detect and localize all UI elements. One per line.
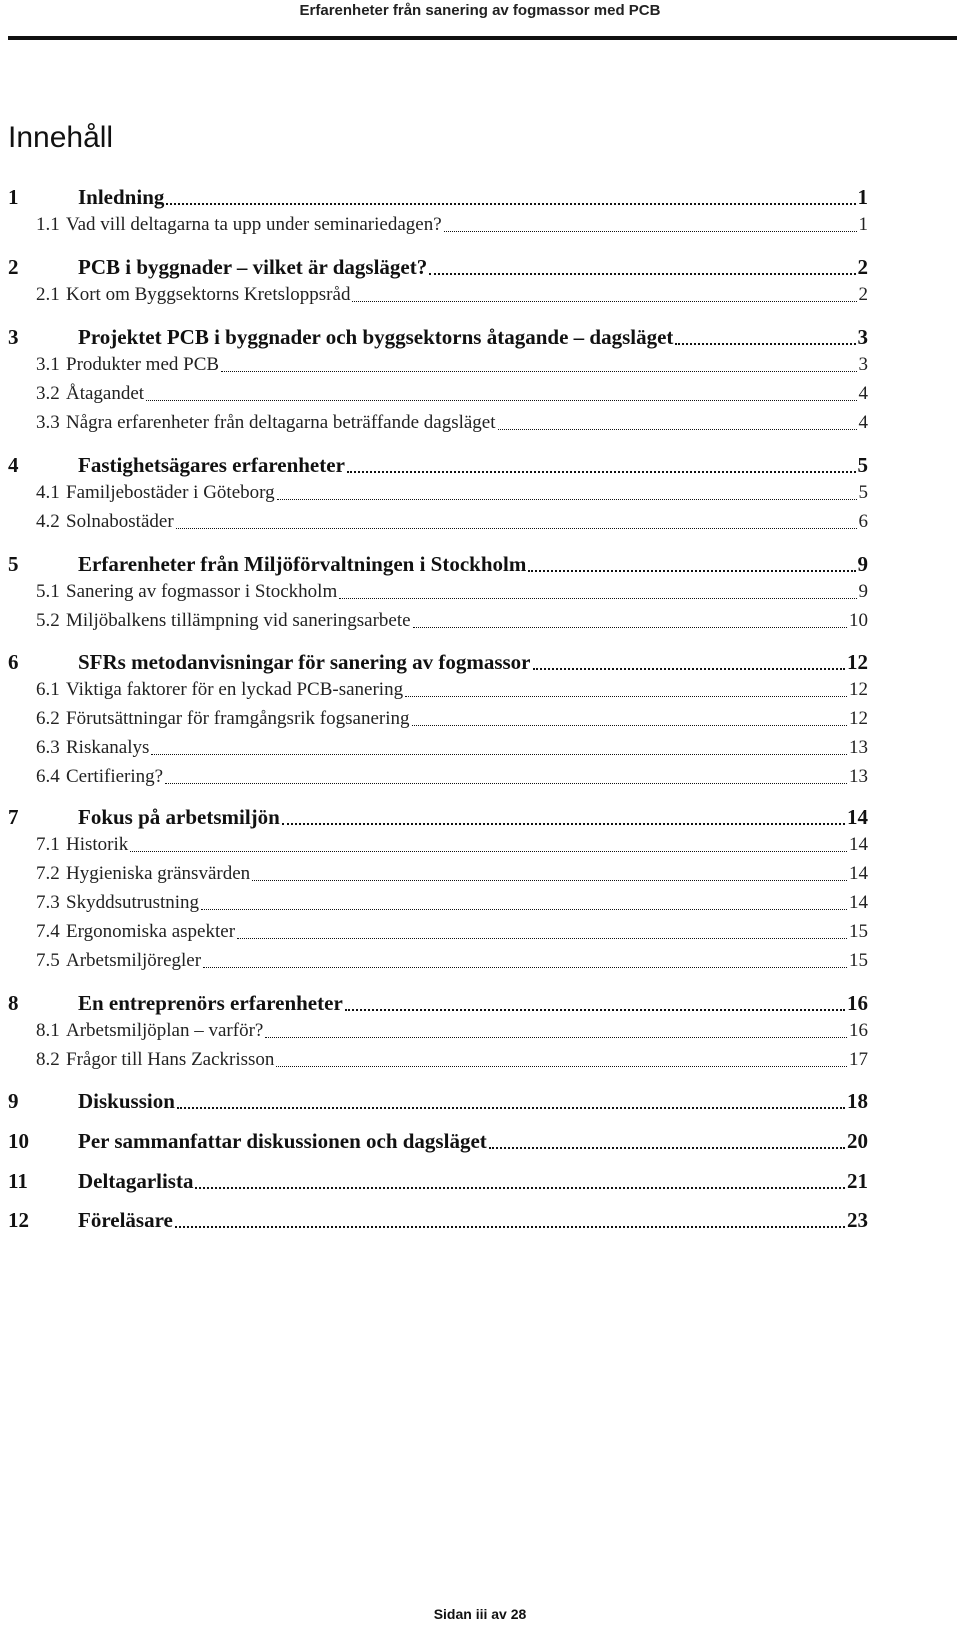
- toc-entry-title: Frågor till Hans Zackrisson: [66, 1049, 275, 1070]
- toc-entry-number: 5.2: [36, 610, 60, 631]
- toc-entry-page-number: 4: [858, 412, 868, 433]
- toc-entry-number: 7.5: [36, 950, 60, 971]
- toc-entry-number: 10: [8, 1129, 29, 1153]
- toc-entry-title: Fastighetsägares erfarenheter: [78, 453, 345, 477]
- toc-entry-chapter[interactable]: [8, 988, 868, 1018]
- toc-entry-title: Solnabostäder: [66, 511, 174, 532]
- toc-entry-page-number: 9: [857, 552, 868, 576]
- toc-entry-page-number: 14: [847, 805, 868, 829]
- toc-dot-leader: [489, 1126, 845, 1156]
- toc-dot-leader: [276, 1046, 847, 1074]
- toc-dot-leader: [675, 322, 855, 352]
- toc-entry-page-number: 14: [849, 892, 868, 913]
- toc-entry-title: Viktiga faktorer för en lyckad PCB-sanering: [66, 679, 404, 700]
- toc-dot-leader: [146, 380, 856, 408]
- toc-entry-section[interactable]: [8, 918, 868, 946]
- toc-entry-title: Skyddsutrustning: [66, 892, 200, 913]
- toc-entry-section[interactable]: [8, 1046, 868, 1074]
- toc-dot-leader: [352, 281, 856, 309]
- toc-entry-page-number: 13: [849, 737, 868, 758]
- toc-entry-title: Familjebostäder i Göteborg: [66, 482, 275, 503]
- toc-entry-number: 7: [8, 805, 19, 829]
- toc-entry-section[interactable]: [8, 763, 868, 791]
- toc-dot-leader: [203, 947, 847, 975]
- toc-dot-leader: [176, 508, 857, 536]
- toc-entry-number: 8: [8, 991, 19, 1015]
- toc-entry-number: 3.2: [36, 383, 60, 404]
- toc-entry-chapter[interactable]: [8, 322, 868, 352]
- toc-entry-number: 7.1: [36, 834, 60, 855]
- toc-entry-number: 11: [8, 1169, 28, 1193]
- toc-entry-number: 9: [8, 1089, 19, 1113]
- toc-entry-section[interactable]: [8, 889, 868, 917]
- toc-entry-section[interactable]: [8, 508, 868, 536]
- toc-heading: Innehåll: [8, 121, 114, 154]
- toc-dot-leader: [165, 763, 847, 791]
- toc-entry-section[interactable]: [8, 380, 868, 408]
- toc-entry-title: Historik: [66, 834, 129, 855]
- toc-entry-chapter[interactable]: [8, 1086, 868, 1116]
- toc-entry-number: 5.1: [36, 581, 60, 602]
- toc-entry-page-number: 3: [858, 354, 868, 375]
- toc-entry-page-number: 2: [858, 284, 868, 305]
- toc-dot-leader: [175, 1205, 845, 1235]
- toc-dot-leader: [252, 860, 847, 888]
- toc-dot-leader: [444, 211, 857, 239]
- toc-entry-title: PCB i byggnader – vilket är dagsläget?: [78, 255, 428, 279]
- toc-entry-chapter[interactable]: [8, 1205, 868, 1235]
- toc-entry-section[interactable]: [8, 479, 868, 507]
- toc-entry-number: 3: [8, 325, 19, 349]
- toc-entry-page-number: 12: [849, 679, 868, 700]
- toc-entry-page-number: 4: [858, 383, 868, 404]
- toc-entry-number: 7.3: [36, 892, 60, 913]
- toc-entry-chapter[interactable]: [8, 1166, 868, 1196]
- toc-entry-title: Ergonomiska aspekter: [66, 921, 236, 942]
- toc-entry-page-number: 15: [849, 950, 868, 971]
- toc-entry-page-number: 1: [858, 214, 868, 235]
- toc-entry-number: 7.4: [36, 921, 60, 942]
- toc-entry-number: 1.1: [36, 214, 60, 235]
- toc-entry-number: 7.2: [36, 863, 60, 884]
- toc-entry-number: 1: [8, 185, 19, 209]
- toc-entry-title: Projektet PCB i byggnader och byggsektorns åtagande – dagsläget: [78, 325, 674, 349]
- toc-dot-leader: [282, 802, 845, 832]
- toc-entry-section[interactable]: [8, 705, 868, 733]
- toc-entry-title: Några erfarenheter från deltagarna beträffande dagsläget: [66, 412, 496, 433]
- page-number-footer: Sidan iii av 28: [433, 1606, 527, 1622]
- toc-entry-page-number: 21: [847, 1169, 868, 1193]
- toc-entry-page-number: 2: [857, 255, 868, 279]
- toc-dot-leader: [413, 607, 847, 635]
- toc-entry-section[interactable]: [8, 607, 868, 635]
- toc-entry-number: 6: [8, 650, 19, 674]
- toc-entry-page-number: 23: [847, 1208, 868, 1232]
- toc-entry-page-number: 12: [849, 708, 868, 729]
- toc-entry-number: 6.2: [36, 708, 60, 729]
- toc-entry-title: Arbetsmiljöregler: [66, 950, 202, 971]
- toc-dot-leader: [347, 450, 856, 480]
- toc-dot-leader: [130, 831, 847, 859]
- toc-entry-title: Riskanalys: [66, 737, 150, 758]
- toc-entry-section[interactable]: [8, 676, 868, 704]
- toc-entry-page-number: 14: [849, 863, 868, 884]
- toc-entry-section[interactable]: [8, 281, 868, 309]
- toc-entry-title: Föreläsare: [78, 1208, 173, 1232]
- toc-entry-title: Certifiering?: [66, 766, 164, 787]
- toc-entry-title: Åtagandet: [66, 383, 145, 404]
- toc-entry-page-number: 16: [849, 1020, 868, 1041]
- toc-entry-page-number: 6: [858, 511, 868, 532]
- toc-entry-title: Inledning: [78, 185, 165, 209]
- toc-entry-page-number: 10: [849, 610, 868, 631]
- toc-entry-number: 4.1: [36, 482, 60, 503]
- toc-entry-chapter[interactable]: [8, 802, 868, 832]
- toc-dot-leader: [277, 479, 857, 507]
- toc-entry-title: Sanering av fogmassor i Stockholm: [66, 581, 338, 602]
- toc-entry-page-number: 13: [849, 766, 868, 787]
- toc-dot-leader: [265, 1017, 847, 1045]
- toc-entry-number: 2.1: [36, 284, 60, 305]
- toc-entry-page-number: 1: [857, 185, 868, 209]
- toc-entry-number: 4.2: [36, 511, 60, 532]
- toc-entry-page-number: 3: [857, 325, 868, 349]
- toc-dot-leader: [405, 676, 847, 704]
- toc-entry-number: 6.1: [36, 679, 60, 700]
- toc-entry-title: Hygieniska gränsvärden: [66, 863, 251, 884]
- toc-entry-page-number: 18: [847, 1089, 868, 1113]
- toc-entry-section[interactable]: [8, 860, 868, 888]
- running-header-title: Erfarenheter från sanering av fogmassor med PCB: [299, 2, 661, 19]
- toc-entry-page-number: 12: [847, 650, 868, 674]
- toc-entry-title: Kort om Byggsektorns Kretsloppsråd: [66, 284, 351, 305]
- toc-entry-title: Miljöbalkens tillämpning vid saneringsarbete: [66, 610, 411, 631]
- toc-dot-leader: [221, 351, 856, 379]
- toc-entry-section[interactable]: [8, 734, 868, 762]
- toc-dot-leader: [177, 1086, 845, 1116]
- toc-entry-section[interactable]: [8, 831, 868, 859]
- toc-entry-chapter[interactable]: [8, 182, 868, 212]
- toc-dot-leader: [166, 182, 855, 212]
- toc-entry-page-number: 5: [858, 482, 868, 503]
- toc-entry-chapter[interactable]: [8, 549, 868, 579]
- toc-entry-page-number: 16: [847, 991, 868, 1015]
- toc-dot-leader: [533, 647, 846, 677]
- toc-dot-leader: [339, 578, 856, 606]
- toc-dot-leader: [237, 918, 847, 946]
- toc-entry-title: Förutsättningar för framgångsrik fogsanering: [66, 708, 410, 729]
- toc-entry-chapter[interactable]: [8, 252, 868, 282]
- toc-entry-title: Fokus på arbetsmiljön: [78, 805, 280, 829]
- toc-entry-chapter[interactable]: [8, 450, 868, 480]
- toc-entry-section[interactable]: [8, 351, 868, 379]
- toc-entry-title: SFRs metodanvisningar för sanering av fogmassor: [78, 650, 531, 674]
- toc-dot-leader: [345, 988, 845, 1018]
- toc-entry-title: Produkter med PCB: [66, 354, 220, 375]
- toc-entry-page-number: 15: [849, 921, 868, 942]
- toc-entry-number: 12: [8, 1208, 29, 1232]
- toc-dot-leader: [498, 409, 857, 437]
- toc-dot-leader: [412, 705, 848, 733]
- toc-entry-section[interactable]: [8, 1017, 868, 1045]
- toc-dot-leader: [195, 1166, 845, 1196]
- toc-entry-number: 3.1: [36, 354, 60, 375]
- toc-entry-number: 6.3: [36, 737, 60, 758]
- toc-entry-number: 6.4: [36, 766, 60, 787]
- toc-entry-chapter[interactable]: [8, 1126, 868, 1156]
- toc-entry-number: 8.1: [36, 1020, 60, 1041]
- toc-entry-section[interactable]: [8, 947, 868, 975]
- toc-entry-number: 3.3: [36, 412, 60, 433]
- toc-dot-leader: [528, 549, 855, 579]
- toc-entry-number: 5: [8, 552, 19, 576]
- toc-entry-page-number: 17: [849, 1049, 868, 1070]
- toc-entry-title: Erfarenheter från Miljöförvaltningen i Stockholm: [78, 552, 527, 576]
- toc-entry-section[interactable]: [8, 211, 868, 239]
- toc-entry-title: Per sammanfattar diskussionen och dagsläget: [78, 1129, 487, 1153]
- header-rule: [8, 36, 957, 40]
- toc-entry-title: Vad vill deltagarna ta upp under seminariedagen?: [66, 214, 442, 235]
- toc-entry-title: Diskussion: [78, 1089, 175, 1113]
- toc-entry-page-number: 5: [857, 453, 868, 477]
- toc-entry-number: 8.2: [36, 1049, 60, 1070]
- toc-entry-number: 2: [8, 255, 19, 279]
- toc-dot-leader: [151, 734, 847, 762]
- toc-entry-section[interactable]: [8, 578, 868, 606]
- toc-dot-leader: [429, 252, 855, 282]
- toc-entry-title: Arbetsmiljöplan – varför?: [66, 1020, 264, 1041]
- toc-entry-title: Deltagarlista: [78, 1169, 194, 1193]
- toc-entry-page-number: 14: [849, 834, 868, 855]
- toc-entry-number: 4: [8, 453, 19, 477]
- toc-entry-title: En entreprenörs erfarenheter: [78, 991, 343, 1015]
- toc-entry-section[interactable]: [8, 409, 868, 437]
- toc-entry-chapter[interactable]: [8, 647, 868, 677]
- toc-entry-page-number: 20: [847, 1129, 868, 1153]
- toc-dot-leader: [201, 889, 847, 917]
- toc-entry-page-number: 9: [858, 581, 868, 602]
